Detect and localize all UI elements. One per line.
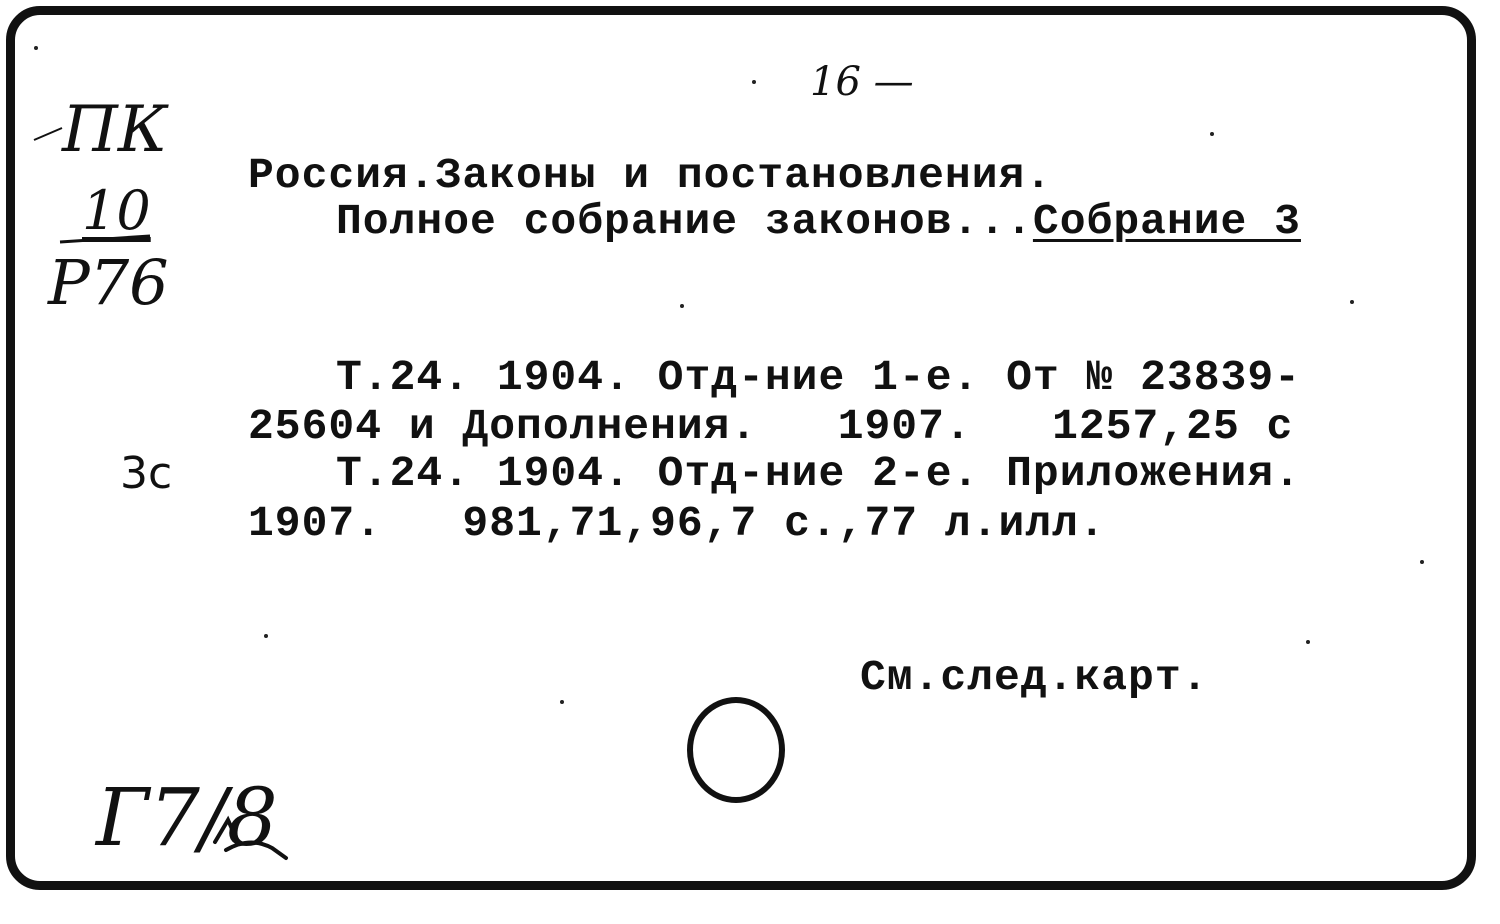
entry-line-4: 1907. 981,71,96,7 с.,77 л.илл. — [248, 499, 1106, 548]
circle-mark — [690, 700, 782, 800]
speck — [752, 80, 756, 84]
entry-line-1: Т.24. 1904. Отд-ние 1-е. От № 23839- — [336, 353, 1301, 402]
shelfmark-dash — [34, 128, 62, 140]
speck — [1306, 640, 1310, 644]
speck — [264, 634, 268, 638]
entry-line-3: Т.24. 1904. Отд-ние 2-е. Приложения. — [336, 449, 1301, 498]
title-collection: Собрание 3 — [1032, 197, 1301, 246]
shelfmark-rule — [60, 236, 150, 242]
speck — [1210, 132, 1214, 136]
page-number: 16 — — [810, 59, 914, 105]
shelfmark-line1: ПК — [62, 93, 168, 167]
speck — [680, 304, 684, 308]
shelfmark-line3: Р76 — [48, 246, 169, 319]
speck — [1350, 300, 1354, 304]
bottom-note-flourish — [215, 820, 286, 858]
entry-line-2: 25604 и Дополнения. 1907. 1257,25 с — [248, 402, 1294, 451]
speck — [34, 46, 38, 50]
bottom-note: Г7/8 — [96, 771, 278, 864]
title-prefix: Полное собрание законов... — [336, 197, 1033, 246]
speck — [560, 700, 564, 704]
see-next-card: См.след.карт. — [860, 653, 1209, 702]
shelfmark-line2: 10 — [82, 179, 151, 242]
margin-note: 3с — [120, 448, 173, 499]
speck — [1420, 560, 1424, 564]
heading: Россия.Законы и постановления. — [248, 151, 1053, 200]
